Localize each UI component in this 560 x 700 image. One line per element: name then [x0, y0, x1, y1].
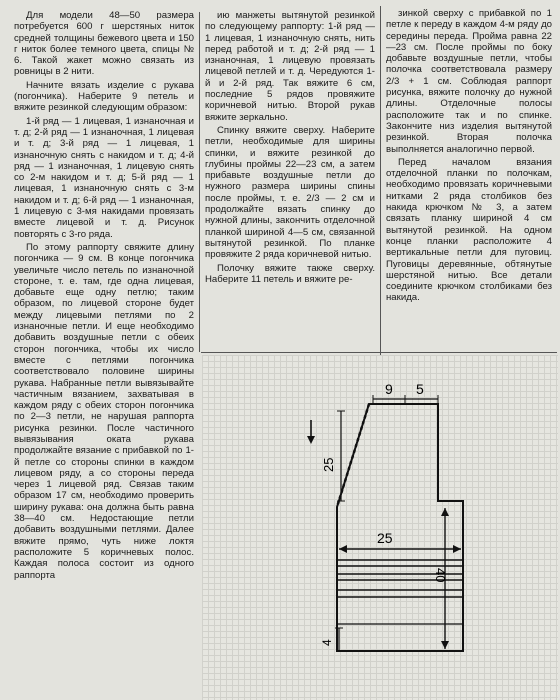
paragraph-sleeve-start: Начните вязать изделие с рукава (погончика). Наберите 9 петель и вяжите резинкой следующим образом:	[14, 79, 194, 114]
pattern-outline	[337, 404, 463, 651]
paragraph-rows: 1-й ряд — 1 лицевая, 1 изнаночная и т. д; 2-й ряд — 1 изнаночная, 1 лицевая и т. д; 3-й ряд — 1 лицевая, 1 изнаночную снять с накидом и т. д; 4-й ряд — 1 изнаночная, 1 лицевую снять со 2-м накидом и т. д; 5-й ряд — 1 лицевая, 1 изнаночную снять с 3-м накидом и т. д; 6-й ряд — 1 изнаночная, 1 лицевую с 3-мя накидами провязать вместе лицевой и т. д. Рисунок повторять с 3-го ряда.	[14, 115, 194, 240]
paragraph-cuff: ию манжеты вытянутой резинкой по следующему раппорту: 1-й ряд — 1 лицевая, 1 изнаночную снять, нить перед работой и т. д; 2-й ряд — 1 изнаночная, 1 лицевую провязать лицевой петлей и т. д. Чередуются 1-й и 2-й ряд. Так вяжите 6 см, последние 5 рядов провяжите коричневой нитью. Второй рукав вяжите зеркально.	[205, 10, 375, 123]
dim-hem: 4	[320, 639, 334, 646]
paragraph-sleeve-body: По этому раппорту свяжите длину погончика — 9 см. В конце погончика увеличьте число петель по изнаночной стороне, т. е. там, где одна лицевая, добавьте еще одну петлю; таким образом, по лицевой стороне будет между лицевыми петлями по 2 изнаночные петли. И еще необходимо добавить воздушные петли с обеих сторон погончика, чтобы их число вместе с петлями погончика соответствовало половине ширины рукава. Набранные петли вывязывайте частичным вязанием, захватывая в каждом ряду с обеих сторон погончика по 2—3 петли, не нарушая раппорта рисунка резинки. После частичного вывязывания оката рукава продолжайте вязание с прибавкой по 1-й петле со стороны спинки в каждом лицевом ряду, а со стороны переда через 1 лицевой ряд. Связав таким образом 17 см, необходимо проверить ширину рукава: она должна быть равна 38—40 см. Недостающие петли добавить воздушными петлями. Далее вяжите прямо, чуть ниже локтя расположите 5 коричневых полос. Каждая полоса состоит из одного раппорта	[14, 241, 194, 581]
paragraph-back: Спинку вяжите сверху. Наберите петли, необходимые для ширины спинки, и вяжите резинкой до глубины проймы 22—23 см, а затем прибавьте воздушные петли до нужного размера ширины спины после проймы, т. е. 2/3 — 2 см и продолжайте вязать спинку до нужной длины, закончить отделочной планкой шириной 4—5 см, связанной вытянутой резинкой. По планке провяжите 2 ряда коричневой нитью.	[205, 124, 375, 261]
down-arrow-icon	[307, 420, 315, 444]
paragraph-front: Полочку вяжите также сверху. Наберите 11 петель и вяжите ре-	[205, 262, 375, 285]
paragraph-front-cont: зинкой сверху с прибавкой по 1 петле к переду в каждом 4-м ряду до середины переда. Пройма равна 22—23 см. После проймы по боку добавьте воздушные петли, чтобы полочка соответствовала размеру 2/3 + 1 см. Соблюдая раппорт рисунка, вяжите полочку до нужной длины. Отделочные полосы расположите так и по спинке. Закончите низ изделия вытянутой резинкой. Вторая полочка выполняется аналогично первой.	[386, 8, 552, 155]
dim-top-right: 5	[416, 381, 424, 397]
dim-side: 25	[321, 457, 336, 472]
dim-height: 40	[433, 568, 448, 583]
dim-top-left: 9	[385, 381, 393, 397]
dim-width: 25	[377, 530, 393, 546]
paragraph-placket: Перед началом вязания отделочной планки по полочкам, необходимо провязать коричневыми нитками 2 ряда столбиков без накида крючком № 3, а затем связать планку шириной 4 см вытянутой резинкой. На одном конце планки расположите 4 вертикальные петли для пуговиц. Пуговицы деревянные, обтянутые шерстяной нитью. Все детали соедините крючком столбиками без накида.	[386, 156, 552, 304]
paragraph-materials: Для модели 48—50 размера потребуется 600 г шерстяных ниток средней толщины бежевого цвета и 150 г ниток более темного цвета, спицы № 6. Такой жакет можно связать из ровницы в 2 нити.	[14, 10, 194, 78]
